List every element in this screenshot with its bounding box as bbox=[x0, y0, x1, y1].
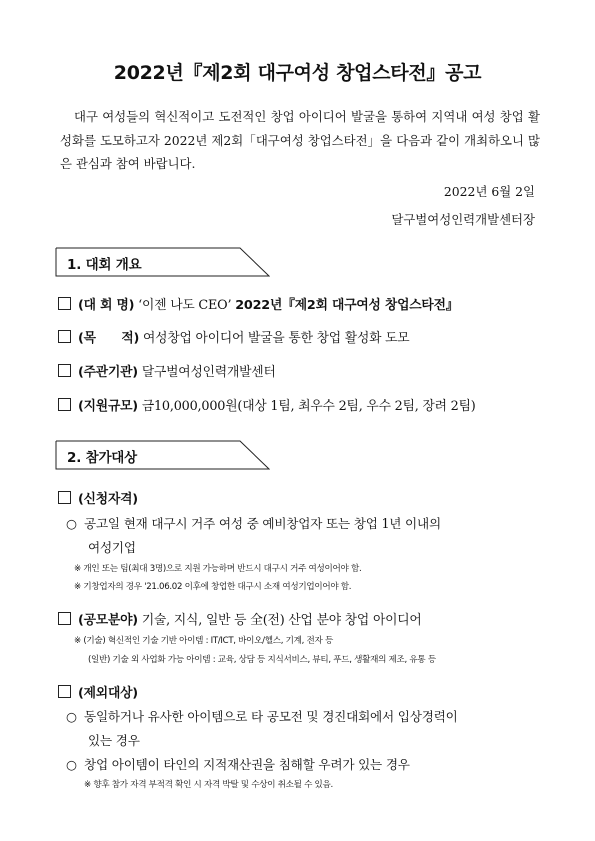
overview-item-host bbox=[58, 361, 276, 380]
qualification-bullet bbox=[66, 513, 441, 532]
bullet-text: 창업 아이템이 타인의 지적재산권을 침해할 우려가 있는 경우 bbox=[84, 757, 410, 772]
bullet-circle-icon: ○ bbox=[66, 709, 77, 724]
checkbox-icon bbox=[58, 297, 71, 310]
section-2-title: 2. 참가대상 bbox=[67, 450, 137, 466]
bullet-text: 동일하거나 유사한 아이템으로 타 공모전 및 경진대회에서 입상경력이 bbox=[84, 709, 458, 724]
section-2-heading bbox=[55, 440, 270, 470]
issuing-organization: 달구벌여성인력개발센터장 bbox=[391, 212, 535, 227]
announcement-date: 2022년 6월 2일 bbox=[443, 184, 535, 199]
checkbox-icon bbox=[58, 330, 71, 343]
exclusion-note: ※ 향후 참가 자격 부적격 확인 시 자격 박탈 및 수상이 취소될 수 있음. bbox=[84, 780, 333, 790]
item-text: 여성창업 아이디어 발굴을 통한 창업 활성화 도모 bbox=[139, 331, 410, 346]
checkbox-icon bbox=[58, 364, 71, 377]
checkbox-icon bbox=[58, 398, 71, 411]
overview-item-support bbox=[58, 395, 476, 414]
page-title: 2022년『제2회 대구여성 창업스타전』공고 bbox=[113, 62, 482, 84]
intro-paragraph bbox=[60, 105, 540, 176]
exclusion-bullet-2 bbox=[66, 754, 410, 773]
item-text: ‘이젠 나도 CEO’ bbox=[134, 298, 236, 313]
qualification-heading bbox=[58, 488, 138, 507]
item-label: (주관기관) bbox=[78, 365, 138, 380]
qualification-note-2: ※ 기창업자의 경우 '21.06.02 이후에 창업한 대구시 소재 여성기업이어야 함. bbox=[74, 582, 352, 592]
checkbox-icon bbox=[58, 491, 71, 504]
item-bold-text: 2022년『제2회 대구여성 창업스타전』 bbox=[235, 298, 459, 313]
overview-item-name bbox=[58, 294, 458, 313]
field-note-2: (일반) 기술 외 사업화 가능 아이템 : 교육, 상담 등 지식서비스, 뷰티, 푸드, 생활재의 제조, 유통 등 bbox=[88, 655, 436, 665]
item-text: 달구벌여성인력개발센터 bbox=[137, 365, 276, 380]
exclusion-bullet-1-continued: 있는 경우 bbox=[88, 733, 140, 748]
section-1-title: 1. 대회 개요 bbox=[67, 257, 142, 273]
qualification-bullet-continued: 여성기업 bbox=[88, 540, 136, 555]
item-label: (지원규모) bbox=[78, 399, 138, 414]
item-label: (목 적) bbox=[78, 331, 140, 346]
field-note-1: ※ (기술) 혁신적인 기술 기반 아이템 : IT/ICT, 바이오/헬스, 기계, 전자 등 bbox=[74, 636, 333, 646]
item-text: 금10,000,000원(대상 1팀, 최우수 2팀, 우수 2팀, 장려 2팀) bbox=[137, 399, 476, 414]
item-label: (제외대상) bbox=[78, 686, 138, 701]
item-label: (공모분야) bbox=[78, 613, 138, 628]
bullet-circle-icon: ○ bbox=[66, 757, 77, 772]
overview-item-purpose bbox=[58, 327, 409, 346]
item-label: (신청자격) bbox=[78, 492, 138, 507]
field-heading bbox=[58, 609, 422, 628]
qualification-note-1: ※ 개인 또는 팀(최대 3명)으로 지원 가능하며 반드시 대구시 거주 여성이어야 함. bbox=[74, 564, 362, 574]
intro-text: 대구 여성들의 혁신적이고 도전적인 창업 아이디어 발굴을 통하여 지역내 여성 창업 활성화를 도모하고자 2022년 제2회「대구여성 창업스타전」을 다음과 같이 개최하오니 많은 관심과 참여 바랍니다. bbox=[60, 109, 540, 171]
checkbox-icon bbox=[58, 685, 71, 698]
exclusion-heading bbox=[58, 682, 138, 701]
item-text: 기술, 지식, 일반 등 全(전) 산업 분야 창업 아이디어 bbox=[137, 613, 422, 628]
exclusion-bullet-1 bbox=[66, 706, 458, 725]
section-1-heading bbox=[55, 247, 270, 277]
bullet-text: 공고일 현재 대구시 거주 여성 중 예비창업자 또는 창업 1년 이내의 bbox=[84, 516, 441, 531]
bullet-circle-icon: ○ bbox=[66, 516, 77, 531]
item-label: (대 회 명) bbox=[78, 298, 135, 313]
checkbox-icon bbox=[58, 612, 71, 625]
